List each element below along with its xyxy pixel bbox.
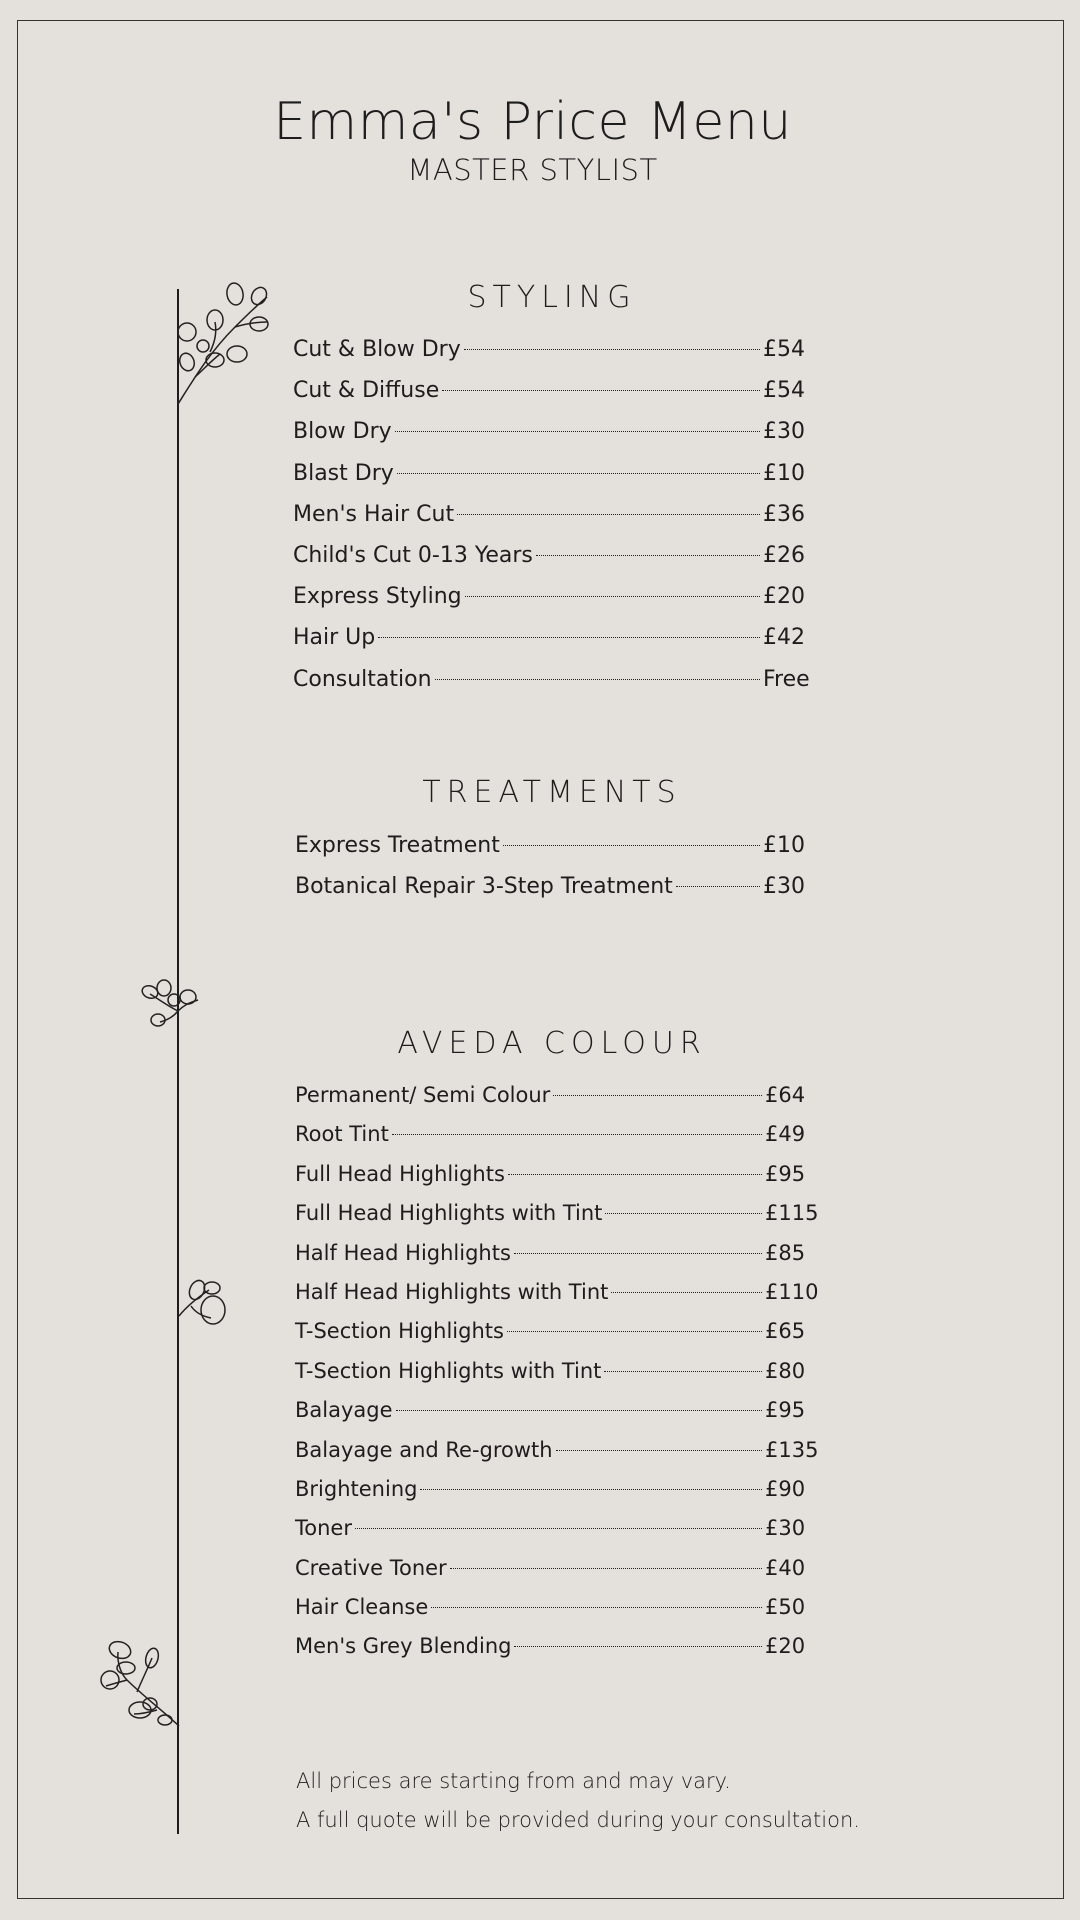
price-row <box>295 1556 825 1595</box>
dotted-leader <box>392 1134 762 1135</box>
service-name: Express Treatment <box>295 833 500 858</box>
service-price: £80 <box>765 1358 806 1383</box>
service-name: Express Styling <box>293 584 462 610</box>
service-price: £20 <box>765 1634 806 1659</box>
price-row <box>293 584 823 625</box>
service-price: £40 <box>765 1555 806 1580</box>
footer-note-line-2: A full quote will be provided during your consultation. <box>296 1808 860 1832</box>
price-row <box>295 1241 825 1280</box>
price-row <box>295 1280 825 1319</box>
dotted-leader <box>605 1213 762 1214</box>
price-row <box>295 1083 825 1122</box>
service-name: Root Tint <box>295 1122 389 1147</box>
service-price: £85 <box>765 1240 806 1265</box>
price-row <box>293 378 823 419</box>
dotted-leader <box>457 514 760 515</box>
service-price: £54 <box>763 378 805 404</box>
footer-note-line-1: All prices are starting from and may vary. <box>296 1769 731 1793</box>
service-name: Brightening <box>295 1476 418 1501</box>
leaf-sprig-icon <box>177 1278 232 1328</box>
service-price: £49 <box>765 1122 806 1147</box>
service-price: £42 <box>763 625 805 651</box>
price-row <box>295 1201 825 1240</box>
service-price: £115 <box>765 1201 819 1226</box>
price-row <box>293 419 823 460</box>
service-name: Men's Hair Cut <box>293 501 455 527</box>
dotted-leader <box>465 596 760 597</box>
service-name: Cut & Blow Dry <box>293 337 461 362</box>
price-row <box>295 1438 825 1477</box>
price-row <box>293 667 823 708</box>
price-row <box>293 625 823 666</box>
service-name: Creative Toner <box>295 1555 447 1580</box>
price-row <box>295 1122 825 1161</box>
service-name: Child's Cut 0-13 Years <box>293 542 533 568</box>
service-price: £10 <box>763 833 805 858</box>
dotted-leader <box>676 886 760 887</box>
price-row <box>293 543 823 584</box>
dotted-leader <box>435 679 760 680</box>
decorative-vertical-stem <box>177 289 179 1834</box>
service-price: £36 <box>763 501 805 527</box>
service-name: Toner <box>295 1516 352 1541</box>
price-row <box>295 1319 825 1358</box>
service-name: Botanical Repair 3-Step Treatment <box>295 874 673 899</box>
service-name: Full Head Highlights with Tint <box>295 1201 603 1226</box>
dotted-leader <box>450 1568 762 1569</box>
service-price: £110 <box>765 1279 819 1304</box>
treatments-price-list <box>295 833 823 915</box>
price-row <box>293 461 823 502</box>
service-name: Men's Grey Blending <box>295 1634 512 1659</box>
dotted-leader <box>396 1410 762 1411</box>
service-price: £30 <box>763 874 805 899</box>
service-price: £50 <box>765 1595 806 1620</box>
dotted-leader <box>378 637 760 638</box>
service-name: Balayage and Re-growth <box>295 1437 553 1462</box>
dotted-leader <box>507 1331 762 1332</box>
dotted-leader <box>355 1528 762 1529</box>
price-row <box>295 1398 825 1437</box>
service-price: £26 <box>763 542 805 568</box>
service-name: Blast Dry <box>293 460 394 486</box>
price-row <box>295 1634 825 1673</box>
dotted-leader <box>536 555 760 556</box>
price-row <box>295 833 823 874</box>
leaf-sprig-icon <box>175 282 275 407</box>
service-name: T-Section Highlights with Tint <box>295 1358 602 1383</box>
price-row <box>293 337 823 378</box>
service-name: Hair Up <box>293 625 376 651</box>
service-name: Half Head Highlights <box>295 1240 511 1265</box>
service-price: £64 <box>765 1083 806 1107</box>
section-heading-treatments: TREATMENTS <box>422 775 682 810</box>
service-price: £135 <box>765 1437 819 1462</box>
service-name: Hair Cleanse <box>295 1595 429 1620</box>
service-name: Permanent/ Semi Colour <box>295 1083 551 1107</box>
dotted-leader <box>556 1450 762 1451</box>
service-price: £10 <box>763 460 805 486</box>
service-price: Free <box>763 666 810 692</box>
service-name: T-Section Highlights <box>295 1319 504 1344</box>
dotted-leader <box>431 1607 762 1608</box>
dotted-leader <box>395 431 760 432</box>
service-name: Balayage <box>295 1398 393 1423</box>
leaf-sprig-icon <box>102 1640 182 1730</box>
service-name: Half Head Highlights with Tint <box>295 1279 609 1304</box>
dotted-leader <box>464 349 760 350</box>
styling-price-list <box>293 337 823 708</box>
section-heading-colour: AVEDA COLOUR <box>397 1026 707 1061</box>
section-heading-styling: STYLING <box>467 280 637 315</box>
page-title: Emma's Price Menu <box>273 92 792 152</box>
dotted-leader <box>503 845 760 846</box>
service-price: £54 <box>763 337 805 362</box>
colour-price-list <box>295 1083 825 1674</box>
service-price: £65 <box>765 1319 806 1344</box>
dotted-leader <box>553 1095 762 1096</box>
dotted-leader <box>514 1253 762 1254</box>
service-price: £30 <box>765 1516 806 1541</box>
service-name: Consultation <box>293 666 432 692</box>
dotted-leader <box>420 1489 762 1490</box>
service-name: Blow Dry <box>293 419 392 445</box>
price-row <box>295 1359 825 1398</box>
price-row <box>295 1516 825 1555</box>
service-name: Cut & Diffuse <box>293 378 440 404</box>
price-row <box>295 1477 825 1516</box>
dotted-leader <box>508 1174 762 1175</box>
dotted-leader <box>442 390 760 391</box>
dotted-leader <box>611 1292 762 1293</box>
dotted-leader <box>604 1371 762 1372</box>
price-row <box>295 1595 825 1634</box>
service-price: £30 <box>763 419 805 445</box>
price-row <box>295 874 823 915</box>
page-subtitle: MASTER STYLIST <box>407 153 658 187</box>
service-price: £20 <box>763 584 805 610</box>
service-name: Full Head Highlights <box>295 1161 505 1186</box>
dotted-leader <box>514 1646 762 1647</box>
price-row <box>295 1162 825 1201</box>
dotted-leader <box>397 473 760 474</box>
service-price: £95 <box>765 1398 806 1423</box>
price-row <box>293 502 823 543</box>
service-price: £95 <box>765 1161 806 1186</box>
leaf-sprig-icon <box>138 978 203 1028</box>
service-price: £90 <box>765 1476 806 1501</box>
